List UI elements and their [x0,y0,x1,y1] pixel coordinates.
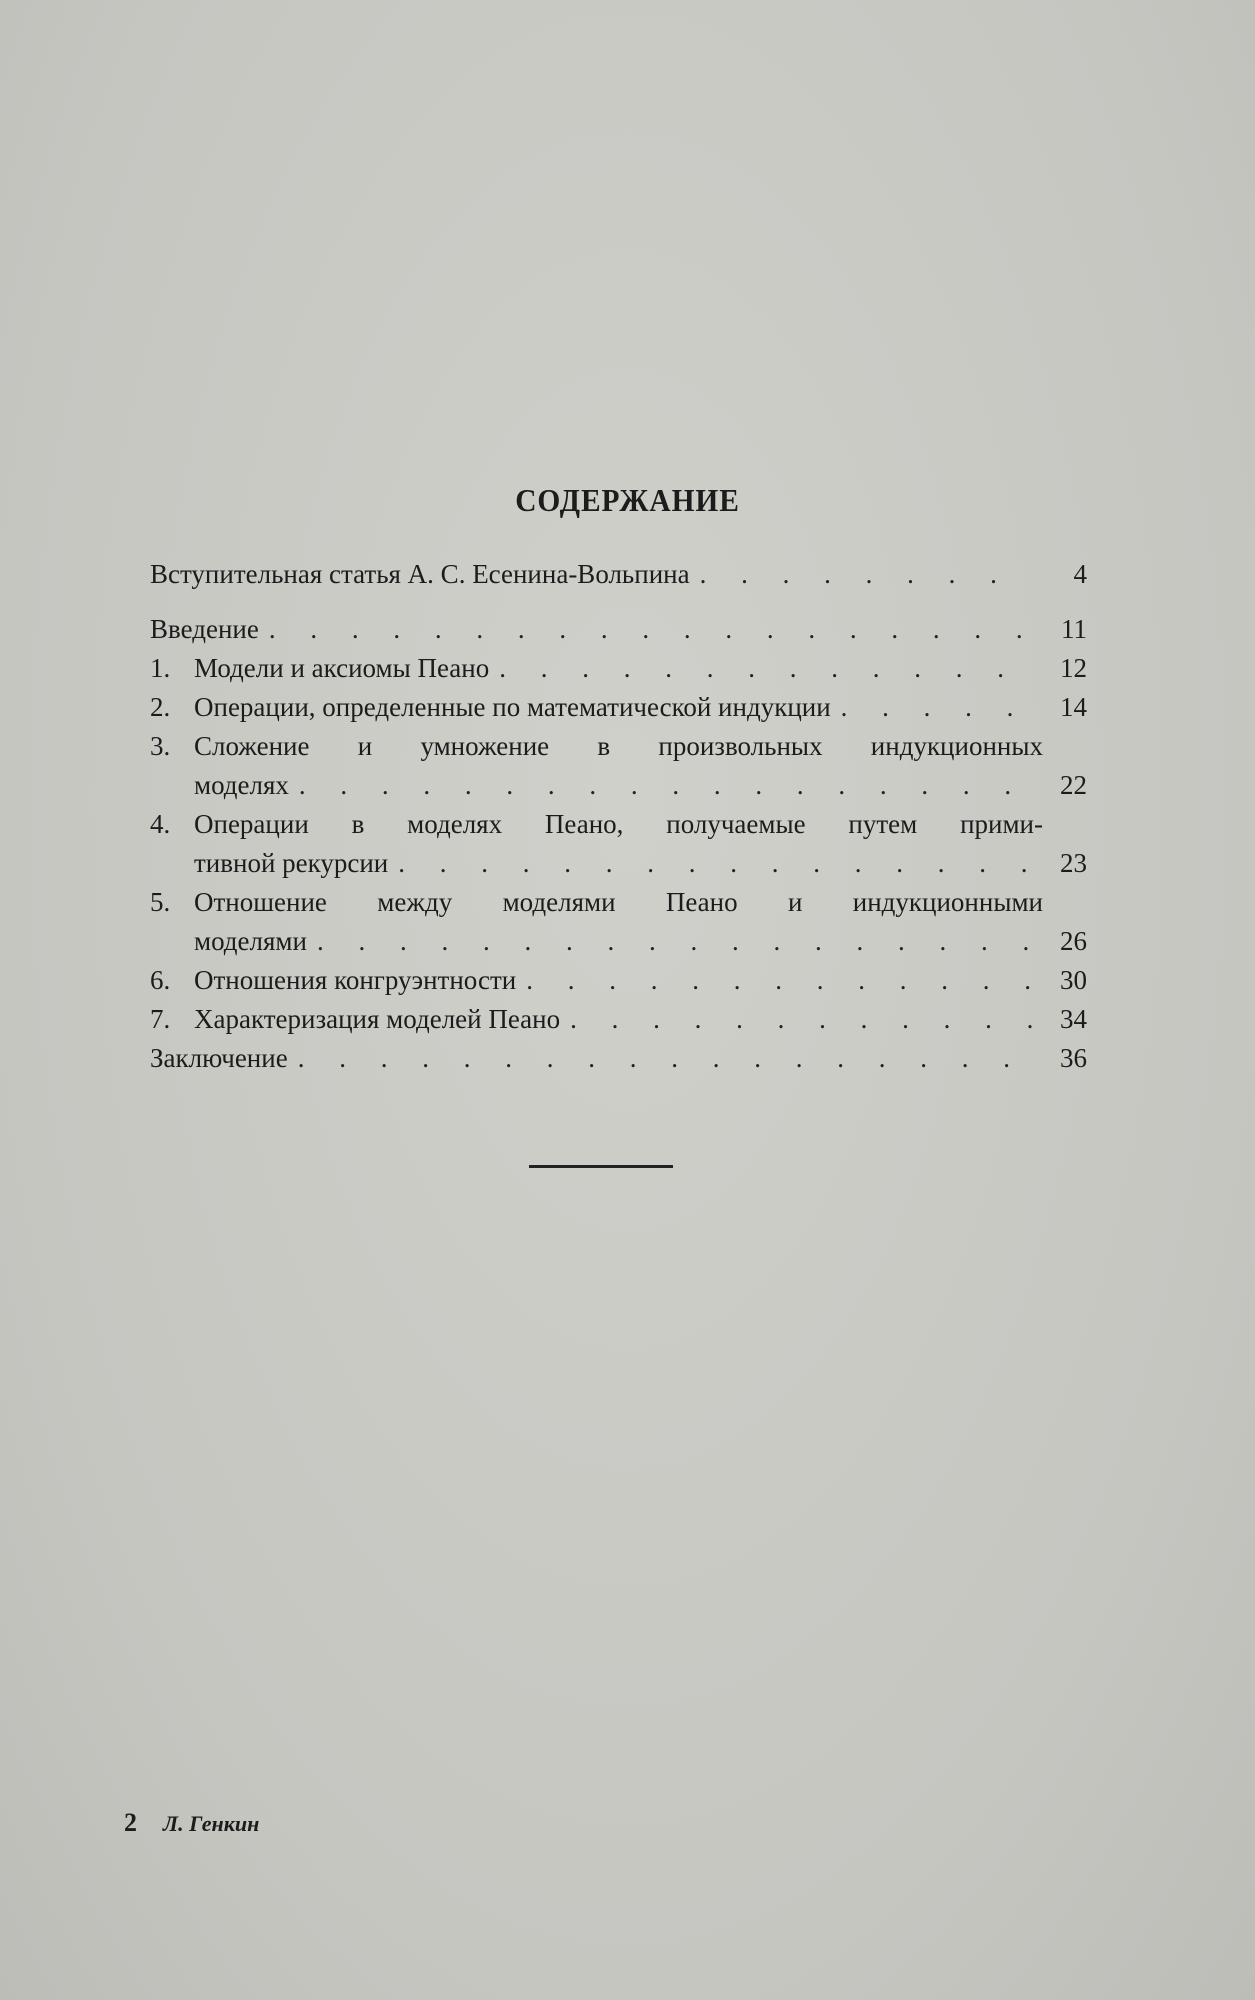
entry-text: Отношения конгруэнтности [194,965,517,995]
entry-page: 11 [1061,614,1087,644]
toc-entry [150,610,1087,649]
entry-number: 4. [150,809,171,839]
toc-entry-continuation [150,922,1087,961]
entry-page: 26 [1060,926,1087,956]
entry-text: Вступительная статья А. С. Есенина-Вольпина [150,559,690,589]
toc-entry [150,1000,1087,1039]
entry-text: Операции в моделях Пеано, получаемые путем прими- [194,809,1043,839]
entry-number: 6. [150,965,171,995]
page-title: СОДЕРЖАНИЕ [515,482,740,518]
leader-dots [570,1000,1033,1039]
entry-page: 22 [1060,770,1087,800]
page-footer [124,1808,259,1838]
toc-entry [150,555,1087,594]
entry-text: Заключение [150,1043,288,1073]
toc-entry-continuation [150,844,1087,883]
toc-entry [150,688,1087,727]
entry-number: 7. [150,1004,171,1034]
leader-dots [298,1039,1033,1078]
entry-text: Введение [150,614,259,644]
leader-dots [398,844,1033,883]
leader-dots [700,555,1033,594]
entry-page: 12 [1060,653,1087,683]
running-author: Л. Генкин [163,1811,260,1836]
entry-text: Модели и аксиомы Пеано [194,653,490,683]
toc-entry [150,649,1087,688]
table-of-contents [150,555,1087,1078]
entry-page: 4 [1073,559,1087,589]
toc-entry [150,1039,1087,1078]
toc-entry [150,805,1087,844]
leader-dots [841,688,1033,727]
entry-text-continued: тивной рекурсии [194,848,389,878]
entry-text-continued: моделях [194,770,289,800]
entry-number: 5. [150,887,171,917]
entry-text: Характеризация моделей Пеано [194,1004,561,1034]
entry-text: Отношение между моделями Пеано и индукционными [194,887,1043,917]
page-number: 2 [124,1808,137,1837]
leader-dots [526,961,1033,1000]
entry-number: 2. [150,692,171,722]
entry-text: Сложение и умножение в произвольных индукционных [194,731,1043,761]
entry-page: 34 [1060,1004,1087,1034]
entry-page: 14 [1060,692,1087,722]
toc-entry [150,727,1087,766]
entry-page: 30 [1060,965,1087,995]
toc-entry [150,883,1087,922]
section-divider [529,1165,673,1168]
toc-entry [150,961,1087,1000]
leader-dots [299,766,1033,805]
leader-dots [269,610,1033,649]
entry-page: 36 [1060,1043,1087,1073]
entry-page: 23 [1060,848,1087,878]
entry-number: 3. [150,731,171,761]
entry-text: Операции, определенные по математической индукции [194,692,831,722]
leader-dots [499,649,1033,688]
toc-entry-continuation [150,766,1087,805]
entry-text-continued: моделями [194,926,307,956]
entry-number: 1. [150,653,171,683]
leader-dots [317,922,1033,961]
